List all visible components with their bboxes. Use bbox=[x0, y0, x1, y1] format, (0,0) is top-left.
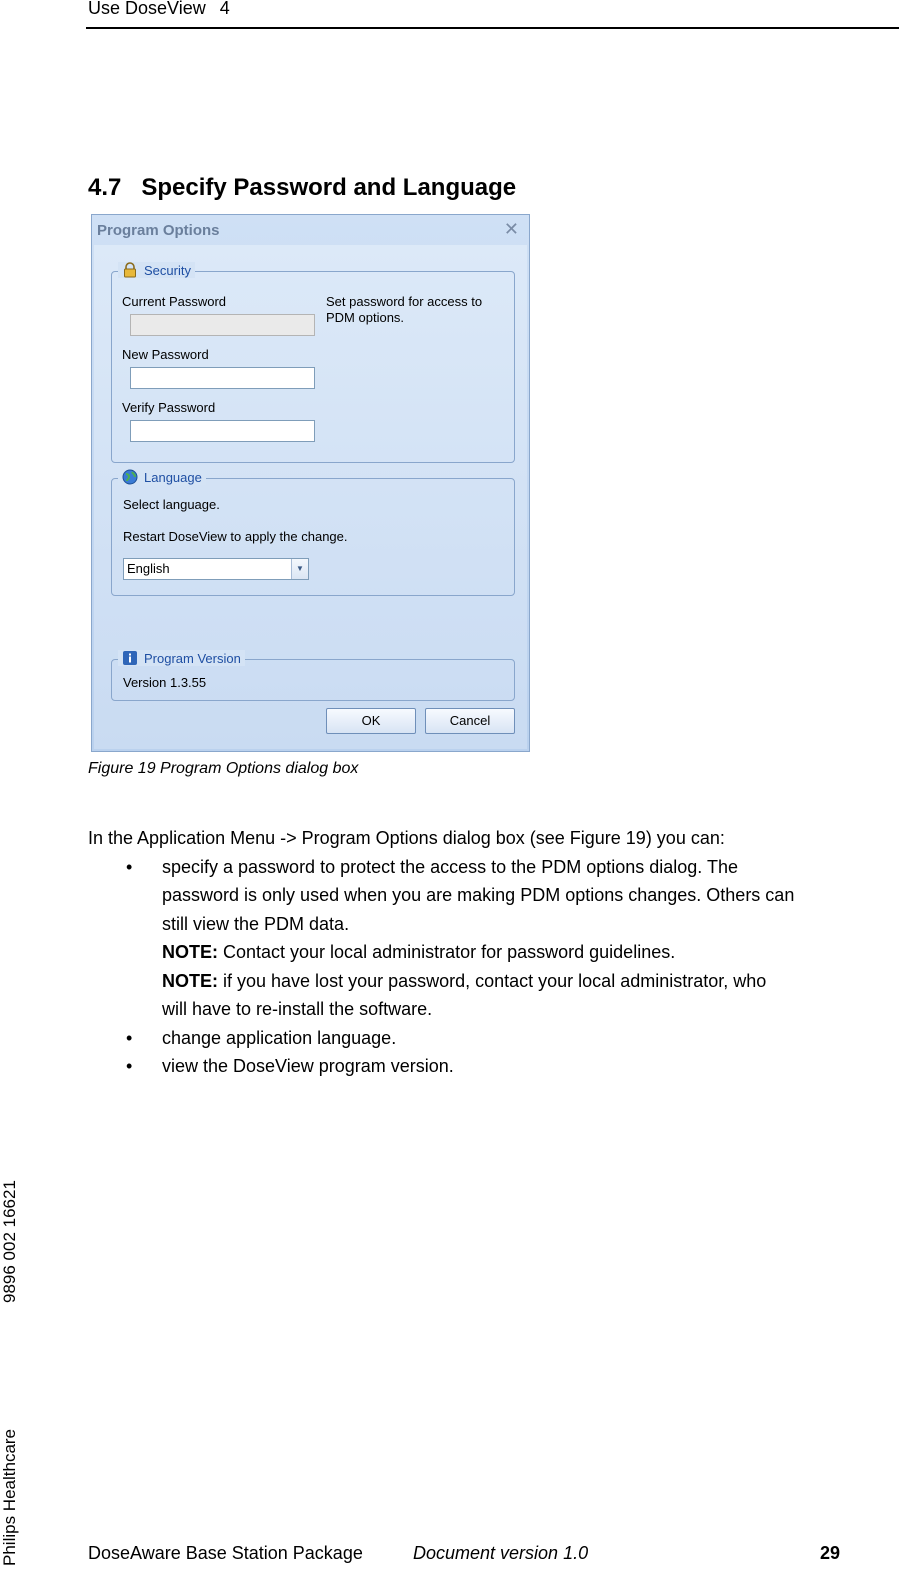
ok-button[interactable]: OK bbox=[326, 708, 416, 734]
note2-label: NOTE: bbox=[162, 970, 218, 991]
note1 bbox=[162, 938, 900, 967]
password-hint-line1: Set password for access to bbox=[326, 294, 483, 309]
cancel-button[interactable]: Cancel bbox=[425, 708, 515, 734]
version-legend-label: Program Version bbox=[144, 650, 241, 666]
verify-password-label: Verify Password bbox=[122, 400, 216, 415]
new-password-field[interactable] bbox=[130, 367, 315, 389]
language-group bbox=[111, 469, 515, 596]
note2-text: if you have lost your password, contact your local administrator, who bbox=[218, 970, 767, 991]
note1-text: Contact your local administrator for password guidelines. bbox=[218, 942, 676, 962]
side-doc-number: 9896 002 16621 bbox=[0, 1180, 19, 1303]
list-item bbox=[88, 853, 900, 1024]
current-password-label: Current Password bbox=[122, 294, 227, 309]
dialog-title: Program Options bbox=[97, 222, 220, 239]
section-number: 4.7 bbox=[88, 174, 122, 201]
bullet2-text: change application language. bbox=[162, 1027, 397, 1048]
note2-line2: will have to re-install the software. bbox=[162, 999, 433, 1019]
figure-caption: Figure 19 Program Options dialog box bbox=[88, 760, 359, 777]
info-icon bbox=[122, 650, 138, 666]
select-language-text: Select language. bbox=[123, 497, 220, 512]
side-company: Philips Healthcare bbox=[0, 1428, 19, 1566]
close-icon[interactable]: ✕ bbox=[503, 219, 519, 239]
footer-version: Document version 1.0 bbox=[413, 1543, 589, 1563]
version-group bbox=[111, 650, 515, 701]
header-rule bbox=[86, 27, 899, 29]
security-legend-label: Security bbox=[144, 262, 191, 278]
language-legend-label: Language bbox=[144, 469, 202, 485]
bullet: • bbox=[126, 1027, 133, 1048]
footer-package: DoseAware Base Station Package bbox=[88, 1543, 363, 1563]
bullet1-line3: still view the PDM data. bbox=[162, 913, 350, 934]
restart-text: Restart DoseView to apply the change. bbox=[123, 529, 348, 544]
running-header bbox=[88, 0, 230, 19]
bullet1-line1: specify a password to protect the access to the PDM options dialog. The bbox=[162, 856, 738, 877]
version-legend bbox=[118, 650, 245, 666]
current-password-field[interactable] bbox=[130, 314, 315, 336]
language-select[interactable] bbox=[123, 558, 309, 580]
security-group bbox=[111, 262, 515, 463]
bullet: • bbox=[126, 1056, 133, 1076]
bullet3-text: view the DoseView program version. bbox=[162, 1056, 454, 1076]
bullet: • bbox=[126, 856, 133, 877]
note2 bbox=[162, 967, 900, 996]
dialog-body bbox=[94, 245, 527, 749]
globe-icon bbox=[122, 469, 138, 485]
list-item bbox=[88, 1024, 900, 1053]
note1-label: NOTE: bbox=[162, 942, 218, 962]
bullet1-line2: password is only used when you are making PDM options changes. Others can bbox=[162, 885, 795, 905]
body-text bbox=[88, 824, 900, 1081]
header-section: Use DoseView bbox=[88, 0, 206, 18]
lock-icon bbox=[122, 262, 138, 278]
version-text: Version 1.3.55 bbox=[123, 675, 207, 690]
language-legend bbox=[118, 469, 206, 485]
password-hint-line2: PDM options. bbox=[326, 310, 405, 325]
verify-password-field[interactable] bbox=[130, 420, 315, 442]
section-heading bbox=[88, 174, 516, 202]
security-legend bbox=[118, 262, 195, 278]
page-number: 29 bbox=[820, 1543, 841, 1563]
list-item bbox=[88, 1052, 900, 1081]
section-title: Specify Password and Language bbox=[141, 174, 517, 201]
options-list bbox=[88, 853, 900, 1081]
language-selected-value: English bbox=[127, 561, 170, 576]
new-password-label: New Password bbox=[122, 347, 209, 362]
header-chapter: 4 bbox=[219, 0, 230, 18]
password-hint bbox=[326, 294, 482, 326]
intro-paragraph: In the Application Menu -> Program Options dialog box (see Figure 19) you can: bbox=[88, 828, 725, 848]
program-options-dialog bbox=[91, 214, 530, 752]
chevron-down-icon[interactable]: ▼ bbox=[291, 559, 308, 579]
